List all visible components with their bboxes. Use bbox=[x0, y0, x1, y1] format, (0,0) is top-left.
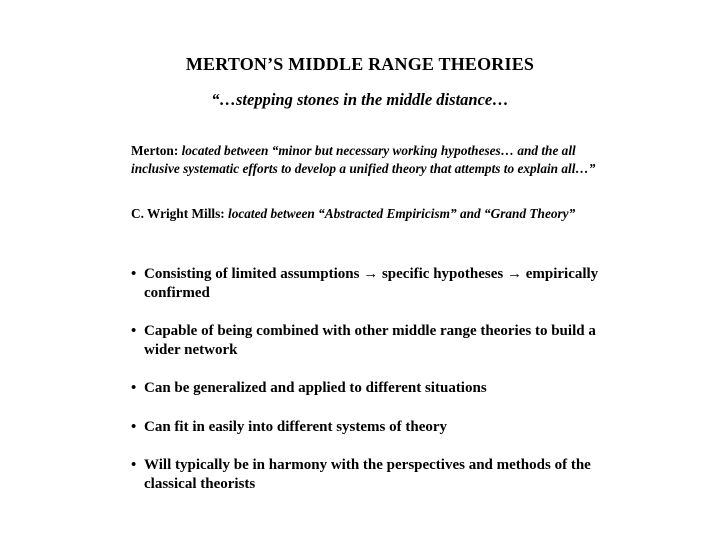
bullet-dot-icon: • bbox=[131, 266, 137, 282]
bullet-dot-icon: • bbox=[131, 418, 137, 435]
bullet-text: Capable of being combined with other middle range theories to build a wider network bbox=[144, 323, 596, 358]
bullet-item bbox=[131, 265, 611, 302]
bullet-item bbox=[131, 322, 611, 359]
bullet-dot-icon: • bbox=[131, 380, 137, 396]
bullet-text: Can be generalized and applied to different situations bbox=[144, 380, 487, 396]
quote-speaker: C. Wright Mills: bbox=[131, 206, 225, 221]
quote-text: located between “minor but necessary working hypotheses… and the all inclusive systematic efforts to develop a unified theory that attempts to explain all…” bbox=[131, 143, 596, 176]
bullet-item bbox=[131, 379, 611, 398]
slide-title: MERTON’S MIDDLE RANGE THEORIES bbox=[185, 54, 535, 74]
bullet-text: Will typically be in harmony with the perspectives and methods of the classical theorists bbox=[144, 457, 591, 492]
quote-text: located between “Abstracted Empiricism” and “Grand Theory” bbox=[228, 206, 576, 221]
quote-mills bbox=[131, 205, 601, 223]
slide-subtitle: “…stepping stones in the middle distance… bbox=[211, 90, 509, 109]
bullet-item bbox=[131, 456, 611, 493]
bullet-text: Consisting of limited assumptions → specific hypotheses → empirically confirmed bbox=[144, 266, 599, 301]
bullet-text: Can fit in easily into different systems of theory bbox=[144, 418, 448, 435]
bullet-dot-icon: • bbox=[131, 323, 137, 339]
bullet-dot-icon: • bbox=[131, 457, 137, 473]
quote-merton bbox=[131, 142, 601, 177]
quote-speaker: Merton: bbox=[131, 143, 179, 158]
bullet-list bbox=[131, 265, 611, 493]
bullet-item bbox=[131, 418, 611, 437]
